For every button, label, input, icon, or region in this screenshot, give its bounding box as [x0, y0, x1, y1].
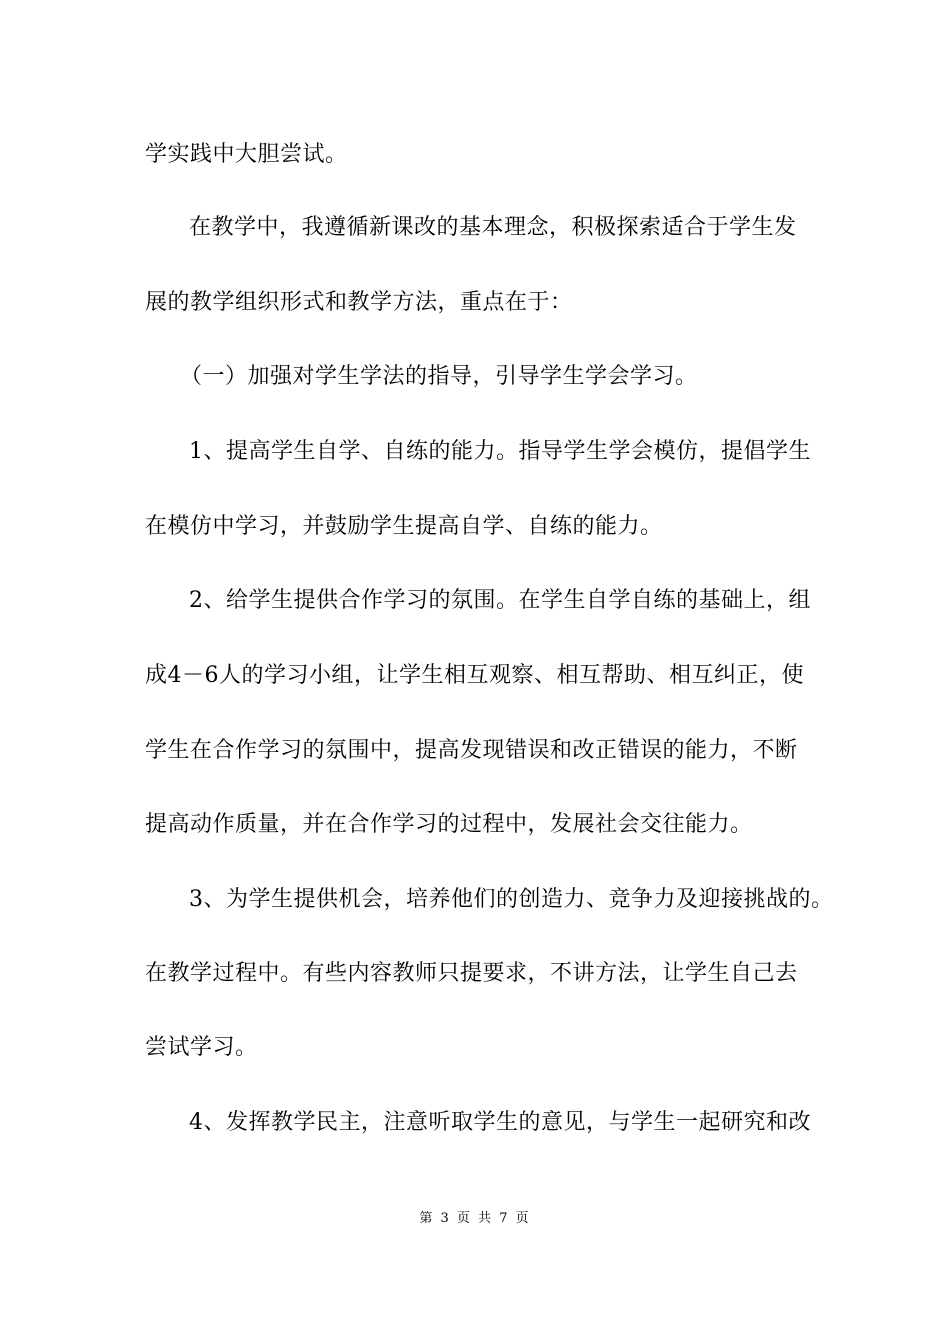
text-line: 展的教学组织形式和教学方法，重点在于： [145, 290, 573, 315]
text-line: （一）加强对学生学法的指导，引导学生学会学习。 [180, 364, 698, 389]
text-line: 尝试学习。 [145, 1035, 258, 1060]
text-line: 学生在合作学习的氛围中，提高发现错误和改正错误的能力，不断 [145, 738, 798, 763]
text-line: 2、给学生提供合作学习的氛围。在学生自学自练的基础上，组 [189, 588, 811, 613]
text-line: 在模仿中学习，并鼓励学生提高自学、自练的能力。 [145, 514, 663, 539]
text-line: 在教学过程中。有些内容教师只提要求，不讲方法，让学生自己去 [145, 961, 798, 986]
text-line: 学实践中大胆尝试。 [145, 142, 348, 167]
text-line: 4、发挥教学民主，注意听取学生的意见，与学生一起研究和改 [189, 1110, 811, 1135]
text-line: 在教学中，我遵循新课改的基本理念，积极探索适合于学生发 [189, 215, 797, 240]
text-line: 1、提高学生自学、自练的能力。指导学生学会模仿，提倡学生 [189, 439, 811, 464]
text-line: 提高动作质量，并在合作学习的过程中，发展社会交往能力。 [145, 812, 753, 837]
text-line: 3、为学生提供机会，培养他们的创造力、竞争力及迎接挑战的。 [189, 887, 834, 912]
page-number-footer: 第 3 页 共 7 页 [419, 1211, 531, 1226]
text-line: 成4－6人的学习小组，让学生相互观察、相互帮助、相互纠正，使 [145, 663, 804, 688]
